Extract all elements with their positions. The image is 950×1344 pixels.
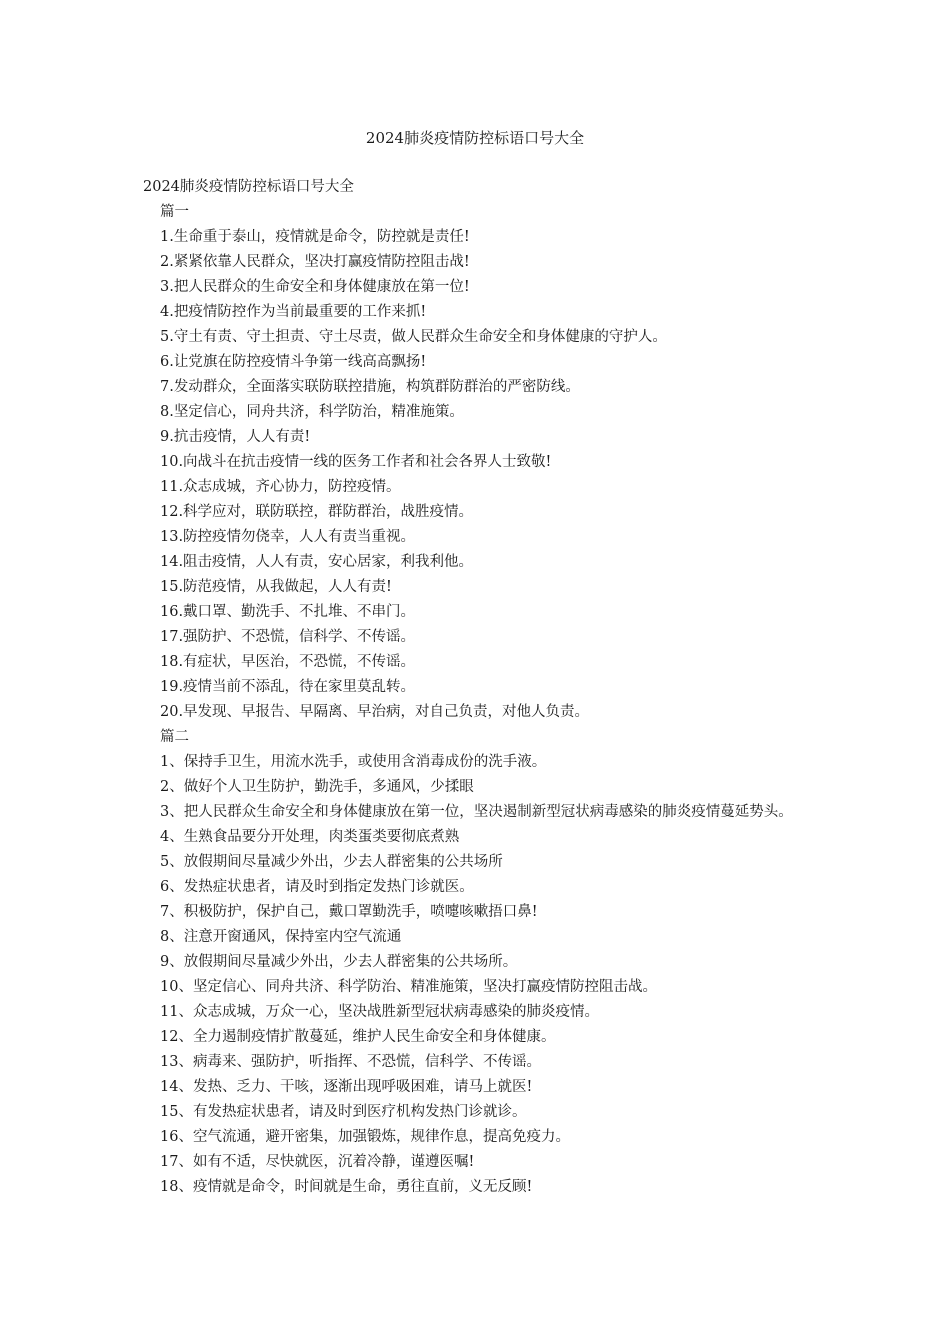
document-heading: 2024肺炎疫情防控标语口号大全 [143,179,354,195]
slogan-item: 9、放假期间尽量减少外出，少去人群密集的公共场所。 [160,954,518,970]
section-label-1: 篇一 [160,204,189,220]
slogan-item: 6、发热症状患者，请及时到指定发热门诊就医。 [160,879,474,895]
slogan-item: 18、疫情就是命令，时间就是生命，勇往直前，义无反顾! [160,1179,533,1195]
slogan-item: 19.疫情当前不添乱，待在家里莫乱转。 [160,679,416,695]
slogan-item: 3.把人民群众的生命安全和身体健康放在第一位! [160,279,470,295]
slogan-item: 14、发热、乏力、干咳，逐渐出现呼吸困难，请马上就医! [160,1079,533,1095]
slogan-item: 2.紧紧依靠人民群众，坚决打赢疫情防控阻击战! [160,254,470,270]
slogan-item: 8、注意开窗通风，保持室内空气流通 [160,929,402,945]
slogan-item: 14.阻击疫情，人人有责，安心居家，利我利他。 [160,554,474,570]
slogan-item: 12、全力遏制疫情扩散蔓延，维护人民生命安全和身体健康。 [160,1029,556,1045]
slogan-item: 15.防范疫情，从我做起，人人有责! [160,579,392,595]
slogan-item: 10、坚定信心、同舟共济、科学防治、精准施策，坚决打赢疫情防控阻击战。 [160,979,657,995]
slogan-item: 9.抗击疫情，人人有责! [160,429,311,445]
slogan-item: 5.守土有责、守土担责、守土尽责，做人民群众生命安全和身体健康的守护人。 [160,329,667,345]
slogan-item: 2、做好个人卫生防护，勤洗手，多通风，少揉眼 [160,779,474,795]
slogan-item: 18.有症状，早医治，不恐慌，不传谣。 [160,654,416,670]
slogan-item: 17、如有不适，尽快就医，沉着冷静，谨遵医嘱! [160,1154,475,1170]
slogan-item: 1、保持手卫生，用流水洗手，或使用含消毒成份的洗手液。 [160,754,547,770]
document-title: 2024肺炎疫情防控标语口号大全 [365,129,585,147]
slogan-item: 3、把人民群众生命安全和身体健康放在第一位，坚决遏制新型冠状病毒感染的肺炎疫情蔓延势头。 [160,804,793,820]
slogan-item: 4、生熟食品要分开处理，肉类蛋类要彻底煮熟 [160,829,460,845]
slogan-item: 16、空气流通，避开密集，加强锻炼，规律作息，提高免疫力。 [160,1129,570,1145]
slogan-item: 13、病毒来、强防护，听指挥、不恐慌，信科学、不传谣。 [160,1054,541,1070]
slogan-item: 11.众志成城，齐心协力，防控疫情。 [160,479,401,495]
slogan-item: 4.把疫情防控作为当前最重要的工作来抓! [160,304,427,320]
section-label-2: 篇二 [160,729,189,745]
slogan-item: 17.强防护、不恐慌，信科学、不传谣。 [160,629,416,645]
slogan-item: 12.科学应对，联防联控，群防群治，战胜疫情。 [160,504,474,520]
slogan-item: 7.发动群众，全面落实联防联控措施，构筑群防群治的严密防线。 [160,379,580,395]
slogan-item: 5、放假期间尽量减少外出，少去人群密集的公共场所 [160,854,503,870]
slogan-item: 20.早发现、早报告、早隔离、早治病，对自己负责，对他人负责。 [160,704,590,720]
slogan-item: 6.让党旗在防控疫情斗争第一线高高飘扬! [160,354,427,370]
slogan-item: 8.坚定信心，同舟共济，科学防治，精准施策。 [160,404,464,420]
slogan-item: 7、积极防护，保护自己，戴口罩勤洗手，喷嚏咳嗽捂口鼻! [160,904,538,920]
slogan-item: 11、众志成城，万众一心，坚决战胜新型冠状病毒感染的肺炎疫情。 [160,1004,599,1020]
slogan-item: 1.生命重于泰山，疫情就是命令，防控就是责任! [160,229,470,245]
slogan-item: 15、有发热症状患者，请及时到医疗机构发热门诊就诊。 [160,1104,527,1120]
document-body [143,175,813,1200]
slogan-item: 13.防控疫情勿侥幸，人人有责当重视。 [160,529,416,545]
slogan-item: 16.戴口罩、勤洗手、不扎堆、不串门。 [160,604,416,620]
slogan-item: 10.向战斗在抗击疫情一线的医务工作者和社会各界人士致敬! [160,454,552,470]
